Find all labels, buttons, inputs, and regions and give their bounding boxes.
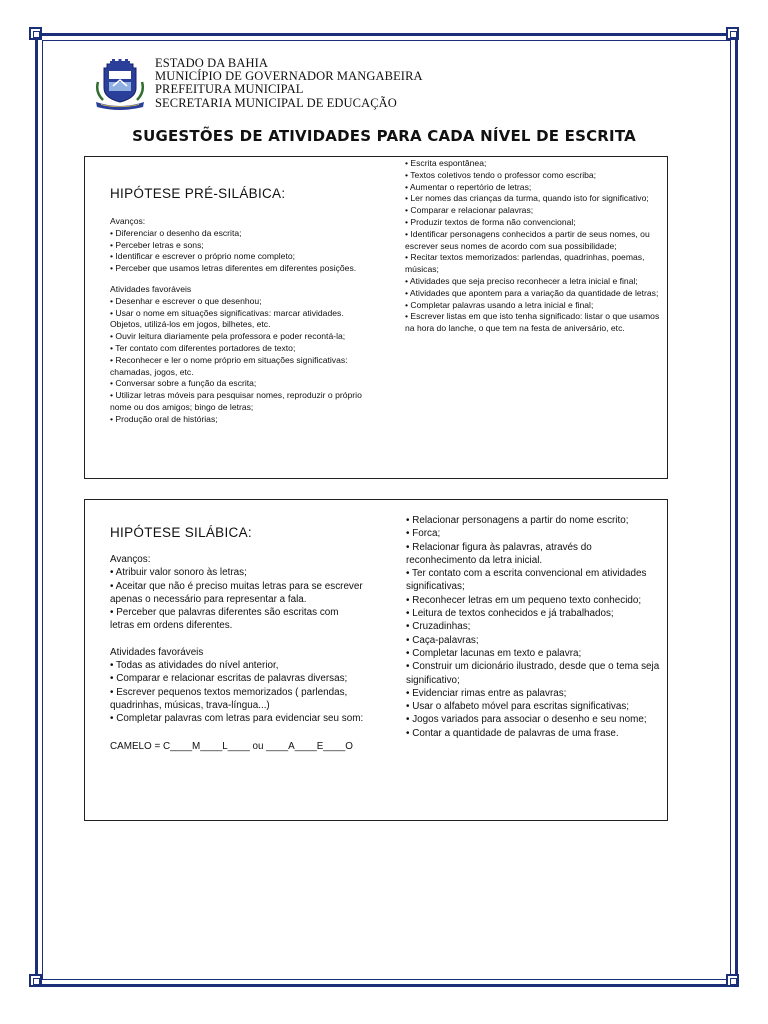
- pre-silabica-right-column: [405, 158, 663, 335]
- atividades-list: [110, 296, 362, 426]
- list-item: • Perceber letras e sons;: [110, 239, 204, 250]
- pre-silabica-box: [84, 156, 668, 479]
- border-corner-ornament: [29, 27, 42, 40]
- list-item: • Atividades que apontem para a variação da quantidade de letras;: [405, 287, 659, 298]
- list-item: • Forca;: [406, 528, 441, 540]
- list-item: • Reconhecer letras em um pequeno texto conhecido;: [406, 594, 642, 606]
- list-item: • Completar lacunas em texto e palavra;: [406, 647, 582, 659]
- list-item: • Utilizar letras móveis para pesquisar nomes, reproduzir o próprio nome ou dos amigos; bingo de letras;: [110, 390, 362, 412]
- avancos-list: [110, 566, 365, 632]
- list-item: • Construir um dicionário ilustrado, desde que o tema seja significativo;: [406, 661, 660, 686]
- avancos-label: Avanços:: [110, 216, 146, 226]
- pre-silabica-more-list: [405, 158, 663, 335]
- header-line-secretariat: SECRETARIA MUNICIPAL DE EDUCAÇÃO: [155, 95, 397, 110]
- list-item: • Completar palavras usando a letra inicial e final;: [405, 299, 594, 310]
- pre-silabica-left-column: [110, 186, 362, 426]
- list-item: • Usar o alfabeto móvel para escritas significativas;: [406, 701, 629, 713]
- list-item: • Evidenciar rimas entre as palavras;: [406, 687, 567, 699]
- page-title: SUGESTÕES DE ATIVIDADES PARA CADA NÍVEL DE ESCRITA: [132, 127, 636, 145]
- list-item: • Ter contato com a escrita convencional em atividades significativas;: [406, 568, 647, 593]
- atividades-label: Atividades favoráveis: [110, 646, 204, 658]
- border-corner-ornament: [29, 974, 42, 987]
- list-item: • Comparar e relacionar escritas de palavras diversas;: [110, 673, 348, 685]
- list-item: • Perceber que palavras diferentes são escritas com letras em ordens diferentes.: [110, 607, 339, 632]
- list-item: • Comparar e relacionar palavras;: [405, 205, 534, 216]
- list-item: • Aumentar o repertório de letras;: [405, 181, 532, 192]
- silabica-box: [84, 499, 668, 821]
- list-item: • Escrever listas em que isto tenha significado: listar o que usamos na hora do lanche, o que tem na festa de aniversário, etc.: [405, 311, 660, 334]
- list-item: • Desenhar e escrever o que desenhou;: [110, 295, 262, 306]
- silabica-left-column: [110, 525, 365, 753]
- border-corner-ornament: [726, 27, 739, 40]
- silabica-heading: HIPÓTESE SILÁBICA:: [110, 525, 252, 540]
- header-line-state: ESTADO DA BAHIA: [155, 56, 268, 70]
- list-item: • Leitura de textos conhecidos e já trabalhados;: [406, 608, 614, 620]
- list-item: • Ter contato com diferentes portadores de texto;: [110, 342, 296, 353]
- pre-silabica-heading: HIPÓTESE PRÉ-SILÁBICA:: [110, 186, 286, 201]
- list-item: • Identificar e escrever o próprio nome completo;: [110, 251, 295, 262]
- list-item: • Recitar textos memorizados: parlendas, quadrinhas, poemas, músicas;: [405, 252, 645, 275]
- list-item: • Relacionar personagens a partir do nome escrito;: [406, 515, 629, 526]
- avancos-list: [110, 228, 362, 275]
- silabica-more-list: [406, 514, 661, 740]
- list-item: • Relacionar figura às palavras, através do reconhecimento da letra inicial.: [406, 541, 592, 566]
- list-item: • Escrita espontânea;: [405, 158, 487, 168]
- header-line-municipality: MUNICÍPIO DE GOVERNADOR MANGABEIRA: [155, 69, 423, 84]
- list-item: • Todas as atividades do nível anterior,: [110, 660, 279, 672]
- list-item: • Ler nomes das crianças da turma, quando isto for significativo;: [405, 193, 649, 204]
- list-item: • Cruzadinhas;: [406, 621, 471, 633]
- border-corner-ornament: [726, 974, 739, 987]
- list-item: • Escrever pequenos textos memorizados ( parlendas, quadrinhas, músicas, trava-língua...): [110, 686, 348, 711]
- list-item: • Perceber que usamos letras diferentes em diferentes posições.: [110, 263, 357, 274]
- list-item: • Atribuir valor sonoro às letras;: [110, 567, 247, 579]
- header-line-prefecture: PREFEITURA MUNICIPAL: [155, 82, 304, 97]
- list-item: • Aceitar que não é preciso muitas letras para se escrever apenas o necessário para representar a fala.: [110, 580, 363, 605]
- list-item: • Conversar sobre a função da escrita;: [110, 378, 257, 389]
- list-item: • Identificar personagens conhecidos a partir de seus nomes, ou escrever seus nomes de acordo com sua possibilidade;: [405, 228, 650, 251]
- list-item: • Jogos variados para associar o desenho e seu nome;: [406, 714, 647, 726]
- list-item: • Caça-palavras;: [406, 634, 479, 646]
- municipal-coat-of-arms-icon: [93, 58, 147, 110]
- list-item: • Produzir textos de forma não convencional;: [405, 216, 576, 227]
- atividades-list: [110, 659, 365, 725]
- list-item: • Atividades que seja preciso reconhecer a letra inicial e final;: [405, 275, 638, 286]
- camelo-example: CAMELO = C____M____L____ ou ____A____E____O: [110, 740, 353, 752]
- list-item: • Reconhecer e ler o nome próprio em situações significativas: chamadas, jogos, etc.: [110, 354, 348, 377]
- avancos-label: Avanços:: [110, 554, 151, 565]
- institution-header: [155, 57, 423, 110]
- list-item: • Completar palavras com letras para evidenciar seu som:: [110, 713, 364, 725]
- silabica-right-column: [406, 514, 661, 740]
- list-item: • Textos coletivos tendo o professor como escriba;: [405, 169, 597, 180]
- list-item: • Diferenciar o desenho da escrita;: [110, 227, 242, 238]
- list-item: • Contar a quantidade de palavras de uma frase.: [406, 727, 619, 739]
- list-item: • Ouvir leitura diariamente pela professora e poder recontá-la;: [110, 331, 346, 342]
- list-item: • Produção oral de histórias;: [110, 413, 218, 424]
- list-item: • Usar o nome em situações significativas: marcar atividades. Objetos, utilizá-los em jogos, bilhetes, etc.: [110, 307, 344, 330]
- atividades-label: Atividades favoráveis: [110, 283, 192, 294]
